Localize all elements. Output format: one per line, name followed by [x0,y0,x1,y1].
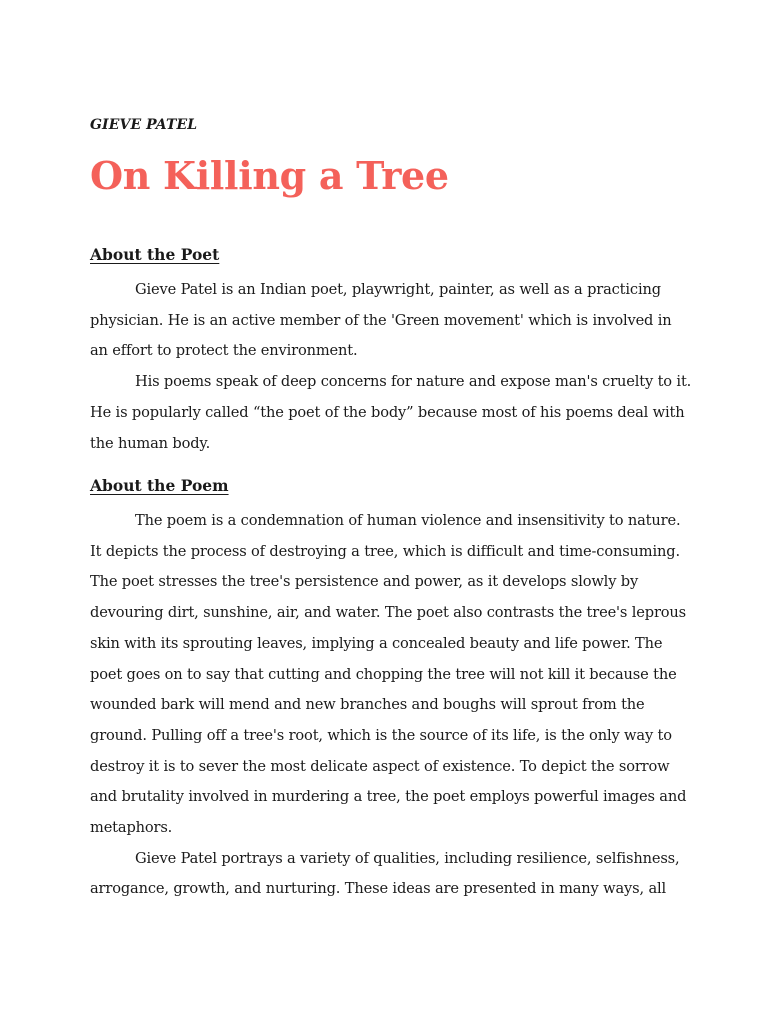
paragraph-poet-1 [90,275,682,367]
text-line: skin with its sprouting leaves, implying a concealed beauty and life power. The [90,634,663,652]
text-line: an effort to protect the environment. [90,342,358,360]
text-line: The poem is a condemnation of human violence and insensitivity to nature. [135,512,681,529]
page-title: On Killing a Tree [90,153,449,198]
text-line: His poems speak of deep concerns for nature and expose man's cruelty to it. [135,373,692,391]
text-line: ground. Pulling off a tree's root, which is the source of its life, is the only way to [90,726,672,744]
text-line: metaphors. [90,819,173,837]
paragraph-poem-2 [90,844,682,905]
paragraph-poet-2 [90,367,692,459]
author-name: GIEVE PATEL [90,117,198,133]
text-line: and brutality involved in murdering a tree, the poet employs powerful images and [90,788,687,806]
text-line: He is popularly called “the poet of the body” because most of his poems deal with [90,403,685,421]
text-line: The poet stresses the tree's persistence and power, as it develops slowly by [90,573,639,591]
text-line: physician. He is an active member of the 'Green movement' which is involved in [90,311,672,329]
section-about-poem [90,476,687,905]
text-line: Gieve Patel portrays a variety of qualities, including resilience, selfishness, [135,849,680,867]
text-line: It depicts the process of destroying a tree, which is difficult and time-consuming. [90,542,680,560]
text-line: destroy it is to sever the most delicate aspect of existence. To depict the sorrow [90,757,670,775]
paragraph-poem-1 [90,506,687,844]
text-line: poet goes on to say that cutting and chopping the tree will not kill it because the [90,665,677,683]
section-heading-poem: About the Poem [90,476,229,495]
text-line: arrogance, growth, and nurturing. These ideas are presented in many ways, all [90,880,667,898]
section-heading-poet: About the Poet [90,245,220,264]
text-line: wounded bark will mend and new branches and boughs will sprout from the [90,696,645,714]
text-line: devouring dirt, sunshine, air, and water. The poet also contrasts the tree's leprous [90,604,686,622]
text-line: Gieve Patel is an Indian poet, playwright, painter, as well as a practicing [135,281,661,298]
section-about-poet [90,245,692,459]
text-line: the human body. [90,434,211,452]
